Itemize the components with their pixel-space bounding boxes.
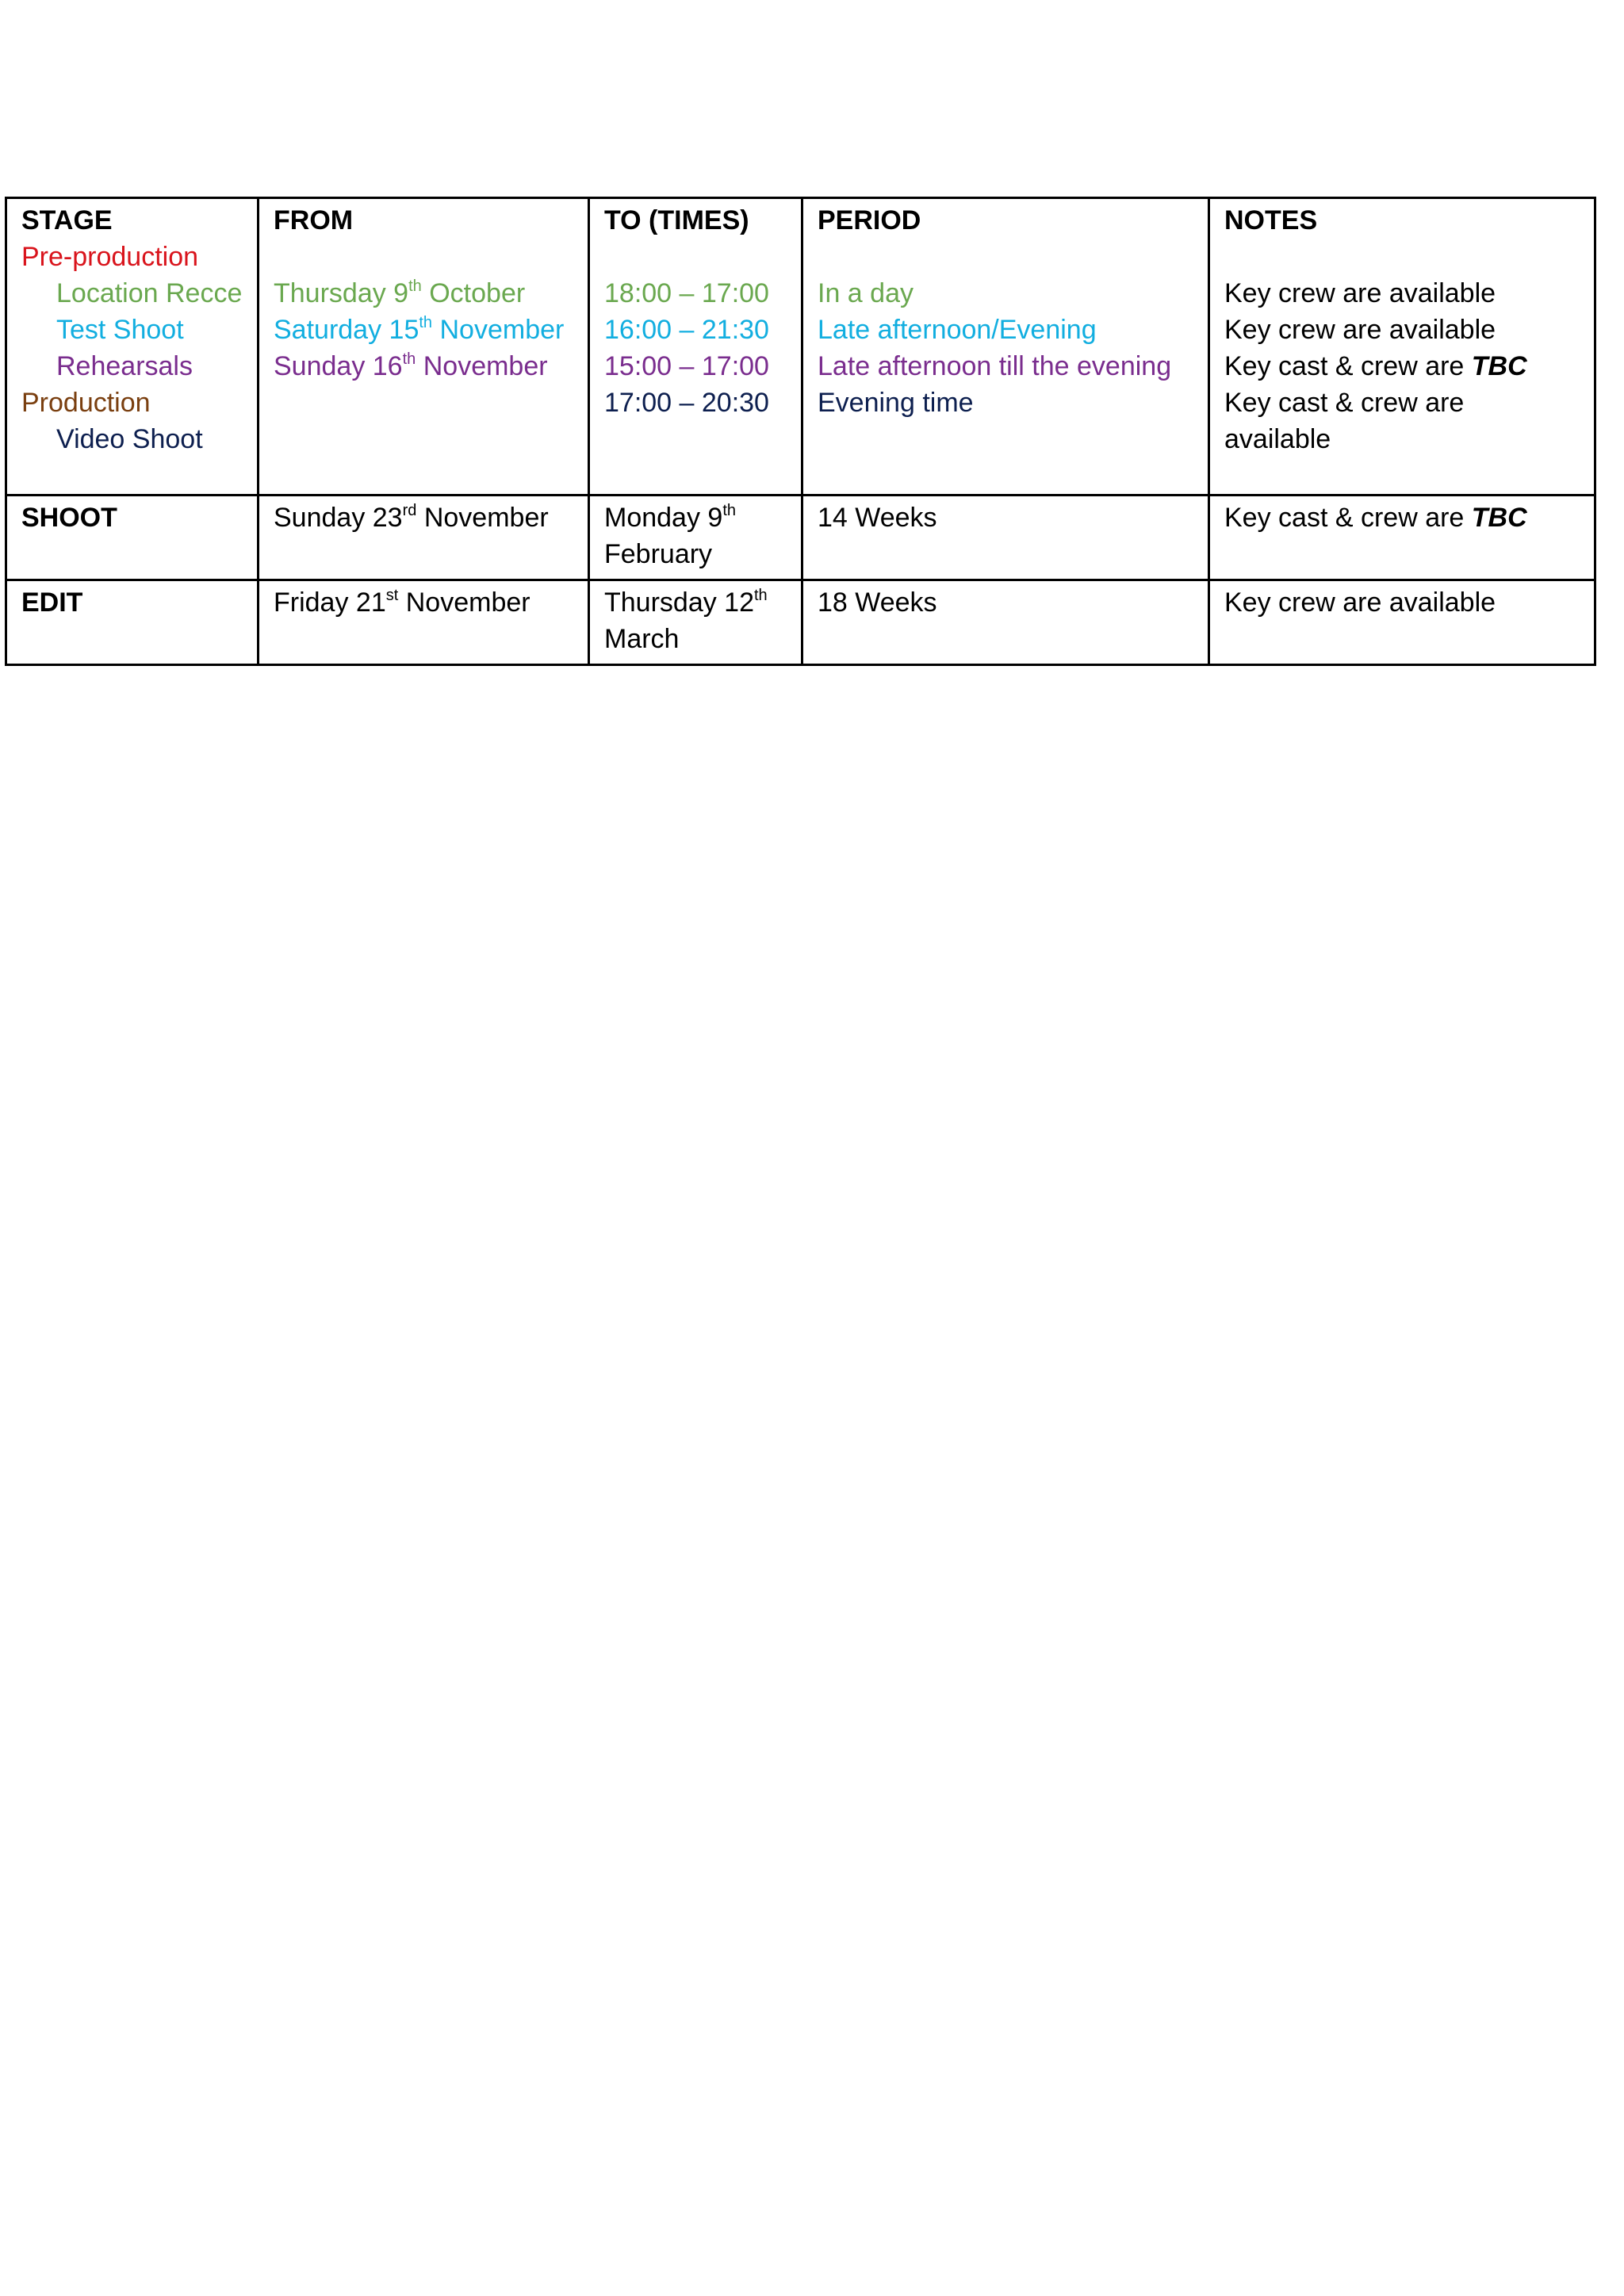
from-edit: Friday 21st November: [274, 587, 530, 618]
to-cell: [589, 198, 802, 496]
to-shoot-line1: Monday 9th: [604, 502, 737, 533]
stage-location-recce: Location Recce: [56, 278, 243, 308]
notes-cell: [1209, 198, 1595, 496]
stage-cell: [6, 198, 259, 496]
notes-location-recce: Key crew are available: [1224, 278, 1496, 308]
stage-edit: EDIT: [21, 587, 83, 618]
period-location-recce: In a day: [818, 278, 914, 308]
from-shoot-cell: [259, 496, 589, 580]
stage-production-label: Production: [21, 388, 151, 418]
period-rehearsals: Late afternoon till the evening: [818, 351, 1172, 381]
times-rehearsals: 15:00 – 17:00: [604, 351, 769, 381]
period-shoot-cell: [802, 496, 1209, 580]
notes-rehearsals: Key cast & crew are TBC: [1224, 351, 1527, 381]
period-test-shoot: Late afternoon/Evening: [818, 315, 1097, 345]
table-row-shoot: [6, 496, 1595, 580]
header-period: PERIOD: [818, 205, 921, 235]
notes-shoot-cell: [1209, 496, 1595, 580]
times-test-shoot: 16:00 – 21:30: [604, 315, 769, 345]
notes-video-shoot-line2: available: [1224, 424, 1331, 454]
table-row-preproduction: [6, 198, 1595, 496]
production-schedule-table: [5, 197, 1596, 666]
notes-edit: Key crew are available: [1224, 587, 1496, 618]
table-row-edit: [6, 580, 1595, 665]
from-test-shoot: Saturday 15th November: [274, 314, 565, 345]
to-edit-line2: March: [604, 624, 680, 654]
header-to: TO (TIMES): [604, 205, 749, 235]
from-shoot: Sunday 23rd November: [274, 502, 549, 533]
times-location-recce: 18:00 – 17:00: [604, 278, 769, 308]
header-stage: STAGE: [21, 205, 113, 235]
to-shoot-line2: February: [604, 539, 713, 569]
stage-preproduction-label: Pre-production: [21, 242, 199, 272]
notes-test-shoot: Key crew are available: [1224, 315, 1496, 345]
notes-shoot: Key cast & crew are TBC: [1224, 503, 1527, 533]
stage-test-shoot: Test Shoot: [56, 315, 184, 345]
stage-video-shoot: Video Shoot: [56, 424, 203, 454]
times-video-shoot: 17:00 – 20:30: [604, 388, 769, 418]
to-shoot-cell: [589, 496, 802, 580]
stage-shoot-cell: [6, 496, 259, 580]
to-edit-line1: Thursday 12th: [604, 587, 768, 618]
from-edit-cell: [259, 580, 589, 665]
period-edit: 18 Weeks: [818, 587, 937, 618]
period-video-shoot: Evening time: [818, 388, 974, 418]
notes-video-shoot-line1: Key cast & crew are: [1224, 388, 1465, 418]
period-edit-cell: [802, 580, 1209, 665]
header-from: FROM: [274, 205, 354, 235]
period-shoot: 14 Weeks: [818, 503, 937, 533]
from-location-recce: Thursday 9th October: [274, 277, 526, 308]
period-cell: [802, 198, 1209, 496]
notes-edit-cell: [1209, 580, 1595, 665]
from-rehearsals: Sunday 16th November: [274, 350, 548, 381]
stage-edit-cell: [6, 580, 259, 665]
stage-shoot: SHOOT: [21, 503, 117, 533]
stage-rehearsals: Rehearsals: [56, 351, 193, 381]
to-edit-cell: [589, 580, 802, 665]
header-notes: NOTES: [1224, 205, 1318, 235]
from-cell: [259, 198, 589, 496]
